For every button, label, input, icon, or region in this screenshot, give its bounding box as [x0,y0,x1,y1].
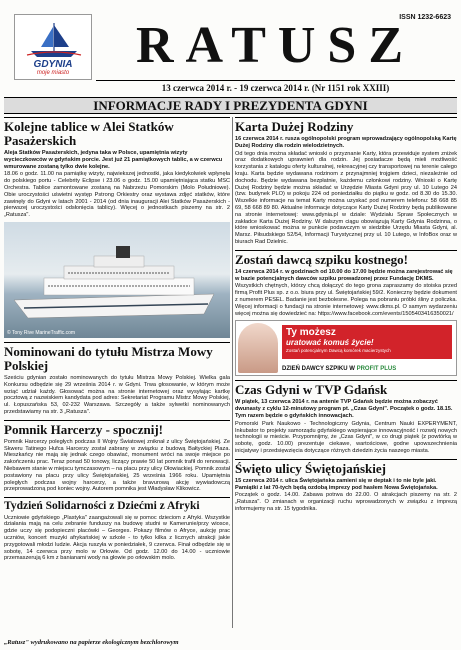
article-body: 18.06 o godz. 11.00 na pamiątkę wizyty, najwiekszej jednostki, jaka kiedykolwiek wpłynęła do polskiego portu - Celebrity Eclipse i 23.06 o godz. 15.00 upamiętniająca statku MSC Orchestra. Tablice zamontowane zostaną na Nabrzeżu Pomorskim (Molo Południowe). Obie uroczystości uświetni występ Pstrong Orkiestry oraz wystawa zdjęć statków, które zawinęły do Gdyni w latach 2001 - 2014 (od dnia inauguracji Alei Statków Pasażerskich - pierwszej uroczystości odsłonięcia tablicy). Więcej o jednostkach piszemy na str. 2 „Ratusza". [4,171,230,219]
issue-dateline: 13 czerwca 2014 r. - 19 czerwca 2014 r. (Nr 1151 rok XXIII) [96,80,455,93]
print-note: „Ratusz" wydrukowano na papierze ekologicznym bezchlorowym [4,639,179,646]
profit-plus-logo: PROFIT PLUS [356,366,397,373]
article-speech-master [4,342,230,416]
article-headline: Karta Dużej Rodziny [235,117,457,134]
person-photo [238,323,278,373]
article-body: Od tego dnia można składać wnioski o przyznanie Karty, która przewiduje system zniżek oraz dodatkowych uprawnień dla rodzin. Jej posiadacze będą mieli możliwość korzystania z katalogu oferty kulturalnej, rekreacyjnej czy transportowej na terenie całego kraju. Karta będzie wydawana rodzinom z przynajmniej trojgiem dzieci, niezależnie od dochodu. Będzie wydawana bezpłatnie, każdemu członkowi rodziny. Wnioski o Kartę Dużej Rodziny będzie można składać w Urzędzie Miasta Gdyni przy ul. 10 Lutego 24 (tzw. budynek PLO) w pokoju 224 od poniedziałku do piątku w godz. od 8.30 do 15.30. Wszelkie informacje na temat Karty można uzyskać pod numerem telefonu: 58 668 85 69, 58 668 89 80. Aktualne informacje dotyczące Karty Dużej Rodziny będą publikowane na stronie internetowej: www.gdynia.pl w dziale: Wydziału Spraw Społecznych w zakładce Karta Dużej Rodziny. W dalszym ciągu obowiązują Karty Gdynia Rodzinna, o które wnioskować można w punkcie podawczym w siedzibie Urzędu Miasta Gdyni, al. Marsz. Piłsudskiego 52/54, Informacji Turystycznej przy ul. 10 Lutego, w InfoBox oraz w biurach Rad Dzielnic. [235,150,457,245]
ad-headline: Ty możesz [286,327,336,339]
article-scouts-monument [4,420,230,493]
article-body: Uczniowie gdyńskiego „Plastyka" zaangażowali się w pomoc dzieciom z Afryki. Wszystkie działania mają na celu zebranie funduszy na budowę studni w Kamerunie/przy wiosce, gdzie uczy się podopieczni placówki – Georges. Pokazy filmów o Afryce, aukcję prac uczniów, koncert muzyki afrykańskiej w szkole - to tylko kilka z licznych atrakcji jakie przygotowali młodzi ludzie. Akcja ruszyła w poniedziałek, 9 czerwca. Finał odbędzie się w sobotę, 14 czerwca przy molo w Orłowie. Od godz. 12.00 do 14.00 - uczniowie przemaszerują 6 km z banianami wody na głowie po orłowskim molo. [4,514,230,562]
photo-credit: © Tony Rive MarineTraffic.com [7,329,76,336]
article-lead: 16 czerwca 2014 r. rusza ogólnopolski program wprowadzający ogólnopolską Kartę Dużej Rodziny dla rodzin wielodzietnych. [235,136,457,149]
article-body: Pomorski Park Naukowo - Technologiczny Gdynia, Centrum Nauki EXPERYMENT, Inkubator to projekty samorządu gdyńskiego wspierające innowacyjność i rozwój nowych technologii w mieście. Przypomnijmy, że „Czas Gdyni", w co drugi piątek (z powtórką w sobotę, godz. 10.00) prezentuje ciekawe, wartościowe, godne upowszechnienia inicjatywy i przedsięwzięcia dotyczące różnych dziedzin życia naszego miasta. [235,420,457,454]
article-headline: Kolejne tablice w Alei Statków Pasażerskich [4,117,230,148]
article-body: Początek o godz. 14.00. Zabawa potrwa do 22.00. O atrakcjach piszemy na str. 2 „Ratusza". O zmianach w organizacji ruchu wprowadzonych w związku z imprezą informujemy na str. 15 tygodnika. [235,492,457,512]
left-column [4,117,230,630]
donor-advertisement [235,320,457,376]
article-family-card [235,117,457,246]
article-lead: 14 czerwca 2014 r. w godzinach od 10.00 do 17.00 będzie można zarejestrować się w bazie potencjalnych dawców szpiku prowadzonej przez Fundację DKMS. [235,268,453,282]
article-ship-plaques [4,117,230,338]
article-tvp-gdansk [235,380,457,454]
article-headline: Nominowani do tytułu Mistrza Mowy Polskiej [4,342,230,373]
article-headline: Pomnik Harcerzy - spocznij! [4,420,230,437]
article-body: Pomnik Harcerzy poległych podczas II Wojny Światowej zniknał z ulicy Świętojańskiej. Ze Skweru Tatinego Hufca Harcerzy został zabrany w związku z budową Bałtyckiej Plaza. Mieszkańcy nie mają się jednak czego obawiać, monument wróci na swoje miejsce po zakończeniu prac. Teraz ponad 50 tonowy, liczący prawie 50 lat pomnik trafił do renowacji. Niebawem stanie w miejscu tymczasowym – na placu przy ulicy Ołowiackiej. Pomnik został postawiony na placu przy ulicy Świętojańskiej, 25 września 1966 roku. Upamiętnia poległych podczas wojny harcerzy, a także bravurową akcję wywiadowczą przeprowadzoną pod koniec wojny. Autorem pomnika jest Władysław Klikowicz. [4,438,230,493]
article-headline: Zostań dawcą szpiku kostnego! [235,250,457,267]
issn: ISSN 1232-6623 [399,14,451,21]
article-bone-marrow [235,250,457,377]
article-headline: Tydzień Solidarności z Dziećmi z Afryki [4,497,230,513]
article-lead: W piątek, 13 czerwca 2014 r. na antenie TVP Gdańsk będzie można zobaczyć dwunasty z cyklu 12-minutowy program pt. „Czas Gdyni". Początek o godz. 18.15. Tym razem będzie o gdyńskich innowacjach. [235,399,453,419]
cruise-ship-photo [4,222,230,338]
logo-tagline: moje miasto [36,70,70,76]
article-headline: Czas Gdyni w TVP Gdańsk [235,380,457,397]
article-body: Sześciu gdynian zostało nominowanych do tytułu Mistrza Mowy Polskiej. Wielka gala Konkursu odbędzie się 29 września 2014 r. w Gdyni. Trwa głosowanie, w którym może wziąć udział każdy. Głosować można na stronie internetowej oraz wysyłając kartkę pocztową z nazwiskiem kandydata pod adres: Sekretariat Programu Mistrz Mowy Polskiej, ul. Łopuszańska 53, 02-232 Warszawa. Szczegóły a także sylwetki nominowanych przedstawiamy na str. 3 „Ratusza". [4,374,230,415]
ad-footer [282,366,396,372]
ad-caption: Zostań potencjalnym Dawcą komórek macierzystych [286,348,391,354]
logo-text: GDYNIA [33,59,73,70]
article-lead: 15 czerwca 2014 r. ulica Świętojańska zamieni się w deptak i to nie byle jaki. Pamiątki z lat 70-tych będą ozdobą imprezy pod hasłem Nowa Świętojańska. [235,477,438,491]
section-banner: INFORMACJE RADY I PREZYDENTA GDYNI [4,97,457,114]
article-headline: Święto ulicy Świętojańskiej [235,459,457,476]
ad-footer-text: DZIEŃ DAWCY SZPIKU W [282,366,355,373]
newspaper-title: RATUSZ [135,17,416,74]
ad-red-box [282,325,452,359]
cruise-ship-illustration [4,222,230,338]
article-lead: Aleja Statków Pasażerskich, jedyna taka w Polsce, upamiętnia wizyty wycieczkowców w gdyńskim porcie. Jest już 21 pamiątkowych tablic, a w czerwcu wmurowane zostaną tylko dwie kolejne. [4,150,223,170]
gdynia-logo [14,14,92,80]
article-swietojanska-fest [235,459,457,513]
sailing-ship-icon [23,19,85,59]
article-body: Wszystkich chętnych, którzy chcą dołączyć do tego grona zapraszamy do stoiska przed firmą Profit Plus sp. z o.o. biura przy ul. Świętojańskiej 59/2. Konieczny będzie dokument z numerem PESEL. Badanie jest bezbolesne. Polega na pobraniu próbki śliny z policzka. Więcej informacji o fundacji na stronie internetowej: www.dkms.pl. O samym wydarzeniu więcej można się dowiedzieć na: https://www.facebook.com/events/1505403416350021/ [235,283,457,317]
ad-subheadline: uratować komuś życie! [286,338,374,348]
column-divider [232,117,233,628]
right-column [235,117,457,630]
article-africa-week [4,497,230,562]
